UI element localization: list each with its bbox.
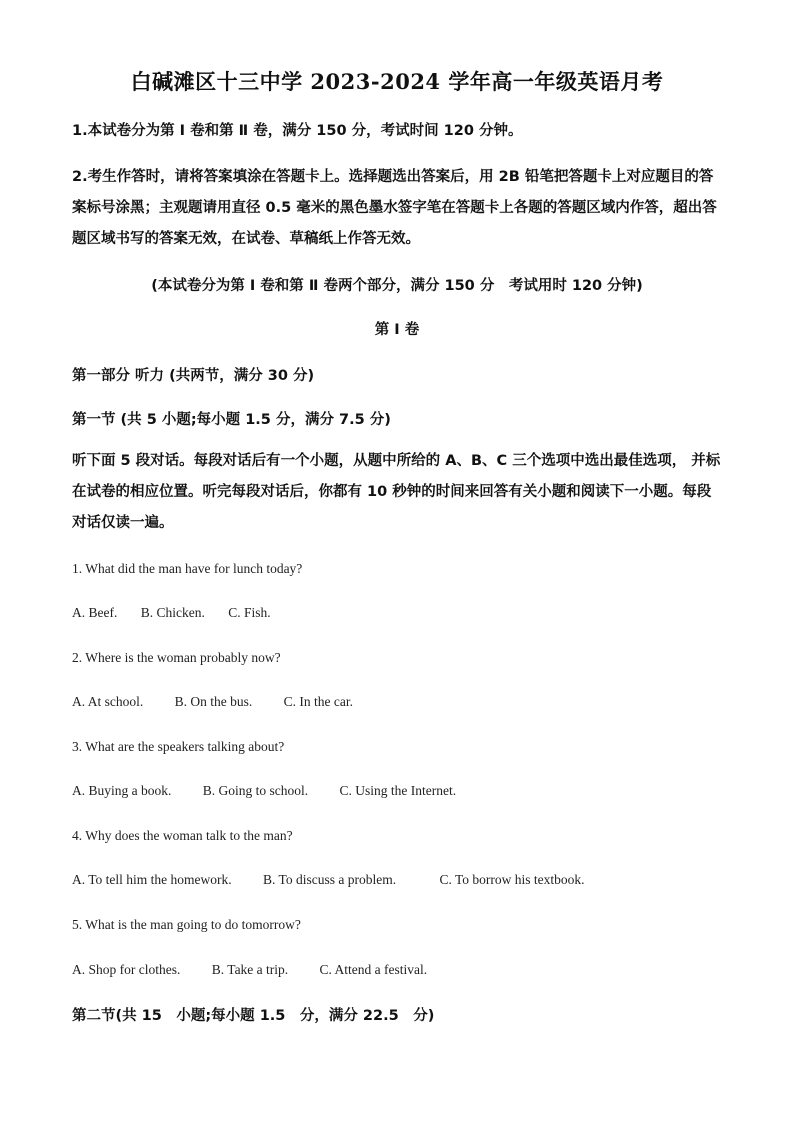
option-b: B. Chicken.	[140, 605, 205, 620]
question-4-options	[72, 872, 585, 888]
option-c: C. Fish.	[228, 605, 271, 620]
option-a: A. Buying a book.	[72, 783, 172, 798]
option-b: B. Going to school.	[202, 783, 309, 798]
option-b: B. To discuss a problem.	[263, 872, 397, 887]
option-a: A. At school.	[72, 694, 144, 709]
option-a: A. Shop for clothes.	[72, 962, 181, 977]
option-a: A. Beef.	[72, 605, 118, 620]
section1-directions: 听下面 5 段对话。每段对话后有一个小题，从题中所给的 A、B、C 三个选项中选出最佳选项， 并标在试卷的相应位置。听完每段对话后，你都有 10 秒钟的时间来回答有关小题和阅读下一小题。每段对话仅读一遍。	[72, 453, 721, 531]
section1-title: 第一节 (共 5 小题;每小题 1.5 分，满分 7.5 分)	[72, 412, 391, 428]
question-5-options	[72, 962, 427, 978]
option-c: C. Attend a festival.	[319, 962, 428, 977]
question-3-options	[72, 783, 456, 799]
question-2-options	[72, 694, 353, 710]
exam-note: (本试卷分为第 Ⅰ 卷和第 Ⅱ 卷两个部分，满分 150 分 考试用时 120 分钟)	[151, 278, 643, 294]
option-b: B. Take a trip.	[211, 962, 289, 977]
question-5-stem: 5. What is the man going to do tomorrow?	[72, 917, 301, 932]
question-1-options	[72, 605, 271, 621]
question-1-stem: 1. What did the man have for lunch today?	[72, 561, 303, 576]
option-b: B. On the bus.	[174, 694, 253, 709]
question-2-stem: 2. Where is the woman probably now?	[72, 650, 281, 665]
option-c: C. To borrow his textbook.	[439, 872, 585, 887]
question-4-stem: 4. Why does the woman talk to the man?	[72, 828, 293, 843]
section2-title: 第二节(共 15 小题;每小题 1.5 分，满分 22.5 分)	[72, 1008, 435, 1024]
volume-label: 第 Ⅰ 卷	[374, 322, 420, 338]
instruction-1: 1.本试卷分为第 Ⅰ 卷和第 Ⅱ 卷，满分 150 分，考试时间 120 分钟。	[72, 123, 523, 139]
option-c: C. In the car.	[283, 694, 353, 709]
exam-title: 白碱滩区十三中学 2023-2024 学年高一年级英语月考	[130, 69, 664, 94]
part1-title: 第一部分 听力 (共两节，满分 30 分)	[72, 368, 315, 384]
instruction-2: 2.考生作答时，请将答案填涂在答题卡上。选择题选出答案后，用 2B 铅笔把答题卡上对应题目的答案标号涂黑；主观题请用直径 0.5 毫米的黑色墨水签字笔在答题卡上各题的答题区域内作答，超出答题区域书写的答案无效，在试卷、草稿纸上作答无效。	[72, 169, 717, 247]
option-a: A. To tell him the homework.	[72, 872, 232, 887]
question-3-stem: 3. What are the speakers talking about?	[72, 739, 285, 754]
option-c: C. Using the Internet.	[339, 783, 457, 798]
